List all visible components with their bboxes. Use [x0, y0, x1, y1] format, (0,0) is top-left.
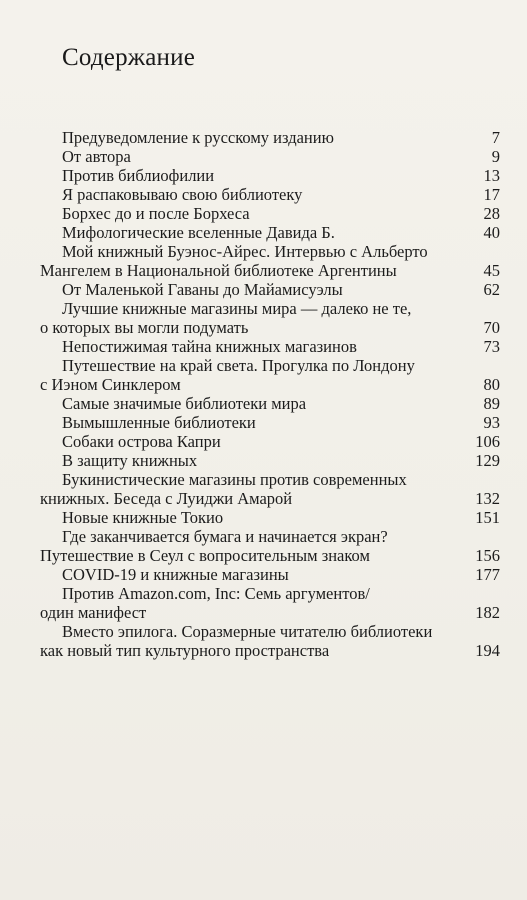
- toc-entry-title-line: Самые значимые библиотеки мира: [62, 394, 307, 413]
- toc-entry: [40, 584, 500, 622]
- toc-entry-title-line: Против библиофилии: [62, 166, 215, 185]
- toc-entry-title-line: Непостижимая тайна книжных магазинов: [62, 337, 357, 356]
- toc-entry-title-line: Мифологические вселенные Давида Б.: [62, 223, 335, 242]
- toc-entry-title-line: с Иэном Синклером: [40, 375, 181, 394]
- toc-entry: [40, 185, 500, 204]
- toc-entry: [40, 223, 500, 242]
- toc-entry-title-line: Мой книжный Буэнос-Айрес. Интервью с Альберто: [62, 242, 428, 261]
- toc-entry-page-number: 17: [483, 185, 500, 204]
- toc-entry-title-line: Вместо эпилога. Соразмерные читателю библиотеки: [62, 622, 433, 641]
- toc-entry: [40, 299, 500, 337]
- toc-entry-title-line: Борхес до и после Борхеса: [62, 204, 250, 223]
- toc-entry-page-number: 194: [475, 641, 500, 660]
- toc-entry-page-number: 7: [491, 128, 500, 147]
- toc-entry-page-number: 28: [483, 204, 500, 223]
- toc-entry-page-number: 151: [475, 508, 500, 527]
- toc-entry: [40, 432, 500, 451]
- toc-entry-page-number: 70: [483, 318, 500, 337]
- toc-entry: [40, 242, 500, 280]
- toc-entry: [40, 128, 500, 147]
- toc-entry: [40, 204, 500, 223]
- toc-entry: [40, 166, 500, 185]
- toc-entry: [40, 565, 500, 584]
- toc-entry: [40, 413, 500, 432]
- toc-entry-title-line: От автора: [62, 147, 131, 166]
- toc-entry-title-line: Против Amazon.com, Inc: Семь аргументов/: [62, 584, 370, 603]
- toc-entry-title-line: Я распаковываю свою библиотеку: [62, 185, 303, 204]
- toc-entry-page-number: 89: [483, 394, 500, 413]
- toc-entry: [40, 337, 500, 356]
- toc-entry: [40, 147, 500, 166]
- toc-entry-title-line: Новые книжные Токио: [62, 508, 224, 527]
- toc-entry-title-line: Где заканчивается бумага и начинается экран?: [62, 527, 388, 546]
- toc-entry-title-line: В защиту книжных: [62, 451, 198, 470]
- toc-entry-page-number: 62: [483, 280, 500, 299]
- toc-entry-title-line: Вымышленные библиотеки: [62, 413, 256, 432]
- toc-entry-title-line: Предуведомление к русскому изданию: [62, 128, 334, 147]
- toc-entry-page-number: 177: [475, 565, 500, 584]
- toc-entry-page-number: 129: [475, 451, 500, 470]
- table-of-contents: [40, 128, 500, 660]
- toc-entry-page-number: 132: [475, 489, 500, 508]
- toc-entry-page-number: 13: [483, 166, 500, 185]
- toc-entry-title-line: COVID-19 и книжные магазины: [62, 565, 289, 584]
- toc-entry-page-number: 73: [483, 337, 500, 356]
- toc-entry-title-line: Лучшие книжные магазины мира — далеко не те,: [62, 299, 412, 318]
- toc-entry: [40, 356, 500, 394]
- toc-entry-title-line: От Маленькой Гаваны до Майамисуэлы: [62, 280, 343, 299]
- toc-entry-title-line: один манифест: [40, 603, 147, 622]
- toc-entry-page-number: 9: [491, 147, 500, 166]
- toc-entry-page-number: 156: [475, 546, 500, 565]
- toc-entry-title-line: Путешествие в Сеул с вопросительным знаком: [40, 546, 370, 565]
- toc-entry-page-number: 45: [483, 261, 500, 280]
- toc-entry: [40, 508, 500, 527]
- toc-entry-title-line: книжных. Беседа с Луиджи Амарой: [40, 489, 293, 508]
- toc-entry-page-number: 106: [475, 432, 500, 451]
- toc-entry: [40, 280, 500, 299]
- toc-entry: [40, 451, 500, 470]
- toc-entry-title-line: о которых вы могли подумать: [40, 318, 249, 337]
- toc-entry: [40, 622, 500, 660]
- toc-entry: [40, 470, 500, 508]
- toc-entry-page-number: 80: [483, 375, 500, 394]
- toc-entry-title-line: как новый тип культурного пространства: [40, 641, 330, 660]
- toc-entry-page-number: 182: [475, 603, 500, 622]
- toc-entry-page-number: 93: [483, 413, 500, 432]
- toc-entry-title-line: Собаки острова Капри: [62, 432, 221, 451]
- toc-entry-title-line: Букинистические магазины против современных: [62, 470, 407, 489]
- page-title: Содержание: [62, 44, 195, 71]
- toc-entry: [40, 394, 500, 413]
- toc-entry-title-line: Мангелем в Национальной библиотеке Аргентины: [40, 261, 397, 280]
- toc-entry: [40, 527, 500, 565]
- toc-entry-page-number: 40: [483, 223, 500, 242]
- toc-entry-title-line: Путешествие на край света. Прогулка по Лондону: [62, 356, 415, 375]
